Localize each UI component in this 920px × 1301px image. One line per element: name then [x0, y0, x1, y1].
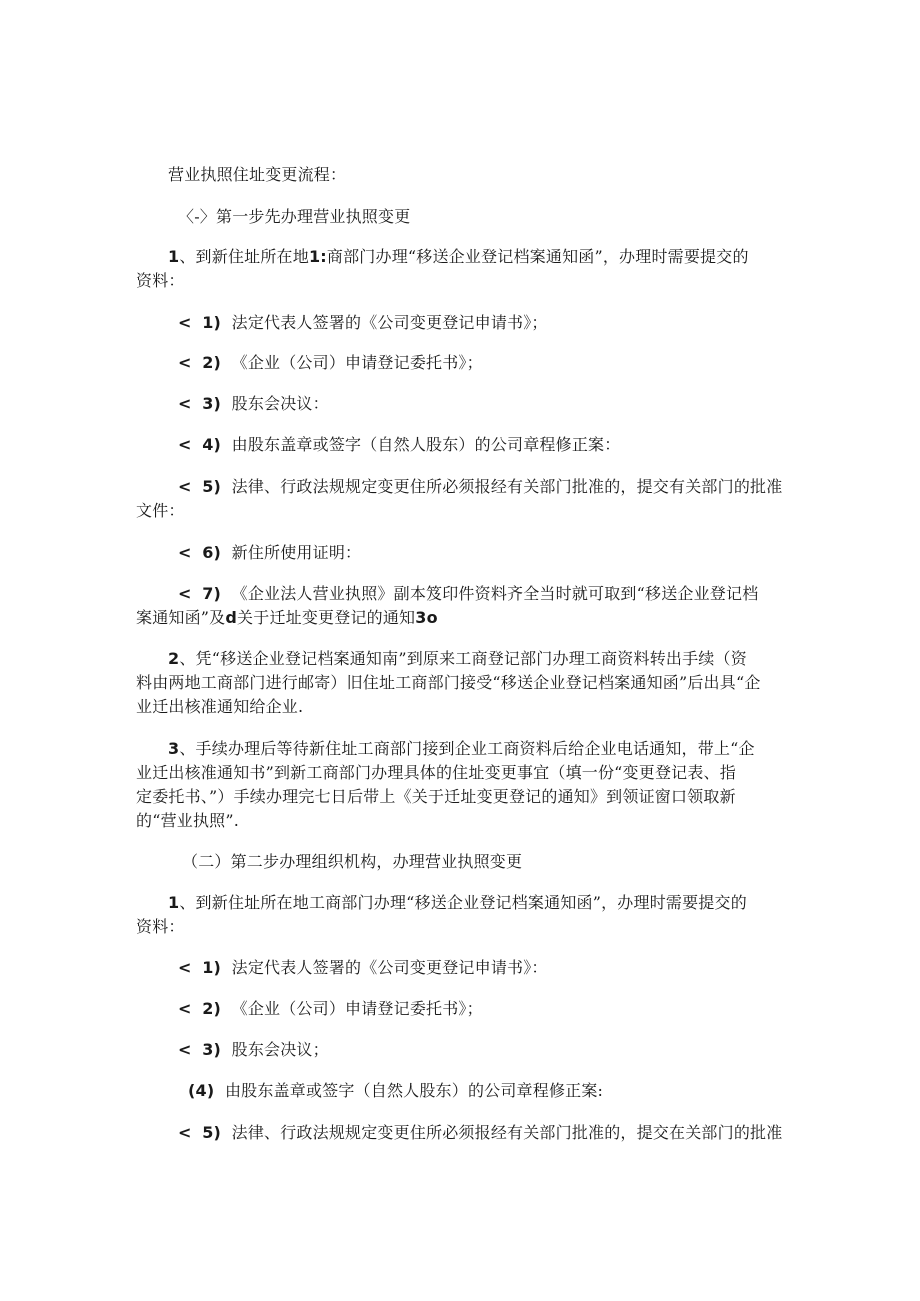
section1-heading: 〈-〉第一步先办理营业执照变更 — [178, 207, 411, 226]
section1-paragraph1-line1: 1、到新住址所在地1:商部门办理“移送企业登记档案通知函”，办理时需要提交的 — [168, 247, 749, 266]
section1-paragraph3-line2: 业迁出核准通知书”到新工商部门办理具体的住址变更事宜（填一份“变更登记表、指 — [136, 763, 736, 782]
list-item: < 2) 《企业（公司）申请登记委托书》； — [178, 999, 483, 1018]
list-item: < 5) 法律、行政法规规定变更住所必须报经有关部门批准的，提交有关部门的批准 — [178, 477, 783, 496]
section2-heading: （二）第二步办理组织机构，办理营业执照变更 — [182, 852, 523, 871]
paragraph-number: 1 — [168, 247, 180, 266]
section1-paragraph2-line1: 2、凭“移送企业登记档案通知南”到原来工商登记部门办理工商资料转出手续（资 — [168, 649, 747, 668]
list-item: < 3) 股东会决议； — [178, 1040, 329, 1059]
list-item: (4) 由股东盖章或签字（自然人股东）的公司章程修正案: — [188, 1081, 604, 1100]
list-item-continuation: 案通知函”及d关于迁址变更登记的通知3o — [136, 608, 438, 627]
paragraph-number: 2 — [168, 649, 180, 668]
list-item: < 5) 法律、行政法规规定变更住所必须报经有关部门批准的，提交在关部门的批准 — [178, 1123, 783, 1142]
list-item: < 4) 由股东盖章或签字（自然人股东）的公司章程修正案： — [178, 435, 621, 454]
list-item: < 1) 法定代表人签署的《公司变更登记申请书》； — [178, 313, 548, 332]
section1-paragraph3-line3: 定委托书、”）手续办理完七日后带上《关于迁址变更登记的通知》到领证窗口领取新 — [136, 787, 736, 806]
section1-paragraph1-line2: 资料： — [136, 271, 185, 290]
section1-paragraph2-line3: 业迁出核准通知给企业. — [136, 697, 304, 716]
section2-paragraph1-line2: 资料： — [136, 917, 185, 936]
section1-paragraph3-line4: 的“营业执照”. — [136, 811, 240, 830]
section2-paragraph1-line1: 1、到新住址所在地工商部门办理“移送企业登记档案通知函”，办理时需要提交的 — [168, 893, 747, 912]
paragraph-number: 3 — [168, 739, 180, 758]
paragraph-number: 1 — [168, 893, 180, 912]
list-item: < 2) 《企业（公司）申请登记委托书》； — [178, 353, 483, 372]
list-item-continuation: 文件： — [136, 501, 185, 520]
list-item: < 7) 《企业法人营业执照》副本笈印件资料齐全当时就可取到“移送企业登记档 — [178, 584, 759, 603]
list-item: < 1) 法定代表人签署的《公司变更登记申请书》： — [178, 958, 548, 977]
list-item: < 3) 股东会决议： — [178, 394, 329, 413]
document-title: 营业执照住址变更流程： — [168, 165, 347, 184]
list-item: < 6) 新住所使用证明： — [178, 543, 362, 562]
section1-paragraph2-line2: 料由两地工商部门进行邮寄）旧住址工商部门接受“移送企业登记档案通知函”后出具“企 — [136, 673, 761, 692]
section1-paragraph3-line1: 3、手续办理后等待新住址工商部门接到企业工商资料后给企业电话通知，带上“企 — [168, 739, 755, 758]
